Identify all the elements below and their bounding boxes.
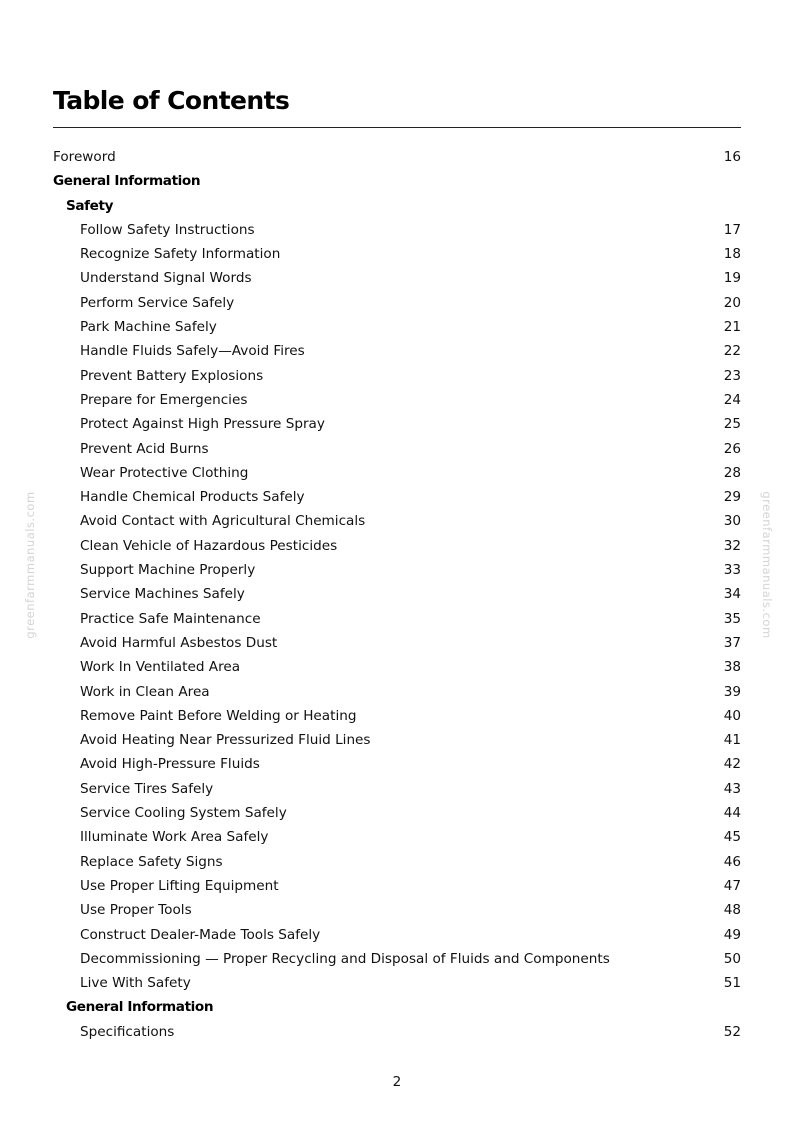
toc-entry-label[interactable]: Decommissioning — Proper Recycling and Disposal of Fluids and Components (80, 950, 610, 967)
toc-entry[interactable] (53, 509, 741, 533)
toc-entry[interactable] (53, 339, 741, 363)
toc-entry-page[interactable]: 18 (723, 246, 741, 263)
toc-entry-page[interactable]: 47 (723, 877, 741, 894)
toc-entry[interactable] (53, 364, 741, 388)
toc-entry[interactable] (53, 315, 741, 339)
toc-entry-label[interactable]: Handle Fluids Safely—Avoid Fires (80, 343, 305, 360)
toc-entry-page[interactable]: 52 (723, 1023, 741, 1040)
toc-entry-page[interactable]: 29 (723, 489, 741, 506)
toc-entry[interactable] (53, 898, 741, 922)
toc-entry[interactable] (53, 923, 741, 947)
toc-entry-label[interactable]: Replace Safety Signs (80, 853, 223, 870)
toc-entry-label[interactable]: Support Machine Properly (80, 562, 256, 579)
toc-entry-page[interactable]: 22 (723, 343, 741, 360)
toc-entry-page[interactable]: 42 (723, 756, 741, 773)
toc-entry[interactable] (53, 607, 741, 631)
toc-entry-label[interactable]: Wear Protective Clothing (80, 464, 249, 481)
toc-entry-page[interactable]: 21 (723, 319, 741, 336)
toc-entry-label[interactable]: Service Machines Safely (80, 586, 245, 603)
table-of-contents (53, 145, 741, 1044)
toc-entry-label[interactable]: Clean Vehicle of Hazardous Pesticides (80, 537, 338, 554)
toc-entry[interactable] (53, 291, 741, 315)
watermark-right: greenfarmmanuals.com (760, 491, 774, 639)
toc-entry-page[interactable]: 16 (723, 149, 741, 165)
toc-entry[interactable] (53, 825, 741, 849)
toc-entry-label[interactable]: Park Machine Safely (80, 319, 217, 336)
toc-entry-label: General Information (53, 173, 201, 190)
toc-entry-page[interactable]: 32 (723, 537, 741, 554)
toc-entry-label: General Information (66, 999, 214, 1016)
toc-entry-label[interactable]: Use Proper Tools (80, 902, 192, 919)
toc-entry[interactable] (53, 437, 741, 461)
toc-entry-page[interactable]: 30 (723, 513, 741, 530)
toc-entry[interactable] (53, 242, 741, 266)
toc-entry-label[interactable]: Prevent Acid Burns (80, 440, 209, 457)
toc-entry[interactable] (53, 218, 741, 242)
toc-entry-label[interactable]: Protect Against High Pressure Spray (80, 416, 325, 433)
toc-entry-page[interactable]: 38 (723, 659, 741, 676)
toc-section-heading (53, 194, 741, 218)
toc-entry-label[interactable]: Avoid Harmful Asbestos Dust (80, 634, 278, 651)
toc-entry-page[interactable]: 50 (723, 950, 741, 967)
toc-entry-label[interactable]: Understand Signal Words (80, 270, 252, 287)
toc-entry-page[interactable]: 40 (723, 707, 741, 724)
toc-entry[interactable] (53, 558, 741, 582)
toc-entry-label[interactable]: Handle Chemical Products Safely (80, 489, 305, 506)
toc-entry-page[interactable]: 35 (723, 610, 741, 627)
page-title: Table of Contents (53, 86, 290, 115)
toc-entry-page[interactable]: 28 (723, 464, 741, 481)
toc-entry-page[interactable]: 46 (723, 853, 741, 870)
page-number: 2 (392, 1074, 402, 1090)
toc-entry[interactable] (53, 388, 741, 412)
toc-entry-page[interactable]: 41 (723, 732, 741, 749)
toc-entry-page[interactable]: 34 (723, 586, 741, 603)
toc-entry-label[interactable]: Prevent Battery Explosions (80, 367, 264, 384)
toc-entry-label[interactable]: Perform Service Safely (80, 294, 235, 311)
toc-entry[interactable] (53, 266, 741, 290)
toc-entry-page[interactable]: 44 (723, 805, 741, 822)
toc-entry-page[interactable]: 20 (723, 294, 741, 311)
toc-entry[interactable] (53, 728, 741, 752)
toc-entry[interactable] (53, 752, 741, 776)
toc-entry-page[interactable]: 26 (723, 440, 741, 457)
toc-entry-page[interactable]: 51 (723, 975, 741, 992)
toc-entry-page[interactable]: 25 (723, 416, 741, 433)
toc-entry-label[interactable]: Construct Dealer-Made Tools Safely (80, 926, 321, 943)
toc-entry[interactable] (53, 801, 741, 825)
toc-entry-label[interactable]: Specifications (80, 1023, 175, 1040)
toc-entry-label[interactable]: Prepare for Emergencies (80, 391, 248, 408)
toc-entry-page[interactable]: 43 (723, 780, 741, 797)
toc-entry-label[interactable]: Service Tires Safely (80, 780, 214, 797)
toc-entry-page[interactable]: 48 (723, 902, 741, 919)
toc-entry-page[interactable]: 23 (723, 367, 741, 384)
toc-entry-label[interactable]: Work in Clean Area (80, 683, 210, 700)
toc-entry-label[interactable]: Work In Ventilated Area (80, 659, 241, 676)
toc-entry[interactable] (53, 534, 741, 558)
toc-entry-page[interactable]: 37 (723, 634, 741, 651)
toc-entry[interactable] (53, 582, 741, 606)
toc-entry-page[interactable]: 45 (723, 829, 741, 846)
toc-entry-label[interactable]: Practice Safe Maintenance (80, 610, 261, 627)
toc-entry-label[interactable]: Service Cooling System Safely (80, 805, 287, 822)
toc-entry[interactable] (53, 850, 741, 874)
toc-entry[interactable] (53, 777, 741, 801)
toc-entry-label[interactable]: Avoid High-Pressure Fluids (80, 756, 260, 773)
toc-entry[interactable] (53, 680, 741, 704)
toc-entry-page[interactable]: 19 (723, 270, 741, 287)
toc-section-heading (53, 995, 741, 1019)
toc-entry-page[interactable]: 49 (723, 926, 741, 943)
toc-entry[interactable] (53, 412, 741, 436)
toc-entry-label[interactable]: Illuminate Work Area Safely (80, 829, 269, 846)
toc-entry[interactable] (53, 145, 741, 169)
toc-entry-label[interactable]: Recognize Safety Information (80, 246, 281, 263)
toc-entry[interactable] (53, 485, 741, 509)
toc-entry[interactable] (53, 461, 741, 485)
toc-entry-label[interactable]: Live With Safety (80, 975, 191, 992)
toc-entry-label[interactable]: Remove Paint Before Welding or Heating (80, 707, 357, 724)
title-divider (53, 127, 741, 128)
toc-entry-page[interactable]: 24 (723, 391, 741, 408)
toc-entry-label: Safety (66, 197, 114, 214)
toc-entry[interactable] (53, 704, 741, 728)
toc-entry-label[interactable]: Foreword (53, 149, 116, 165)
toc-section-heading (53, 169, 741, 193)
toc-entry[interactable] (53, 631, 741, 655)
toc-entry[interactable] (53, 1020, 741, 1044)
toc-entry[interactable] (53, 947, 741, 971)
toc-entry-page[interactable]: 33 (723, 562, 741, 579)
watermark-left: greenfarmmanuals.com (23, 491, 37, 639)
toc-entry-label[interactable]: Avoid Contact with Agricultural Chemicals (80, 513, 366, 530)
toc-entry-label[interactable]: Follow Safety Instructions (80, 221, 255, 238)
toc-entry-page[interactable]: 39 (723, 683, 741, 700)
toc-entry-label[interactable]: Avoid Heating Near Pressurized Fluid Lines (80, 732, 371, 749)
toc-entry[interactable] (53, 971, 741, 995)
toc-entry[interactable] (53, 874, 741, 898)
toc-entry-label[interactable]: Use Proper Lifting Equipment (80, 877, 279, 894)
toc-entry-page[interactable]: 17 (723, 221, 741, 238)
toc-entry[interactable] (53, 655, 741, 679)
